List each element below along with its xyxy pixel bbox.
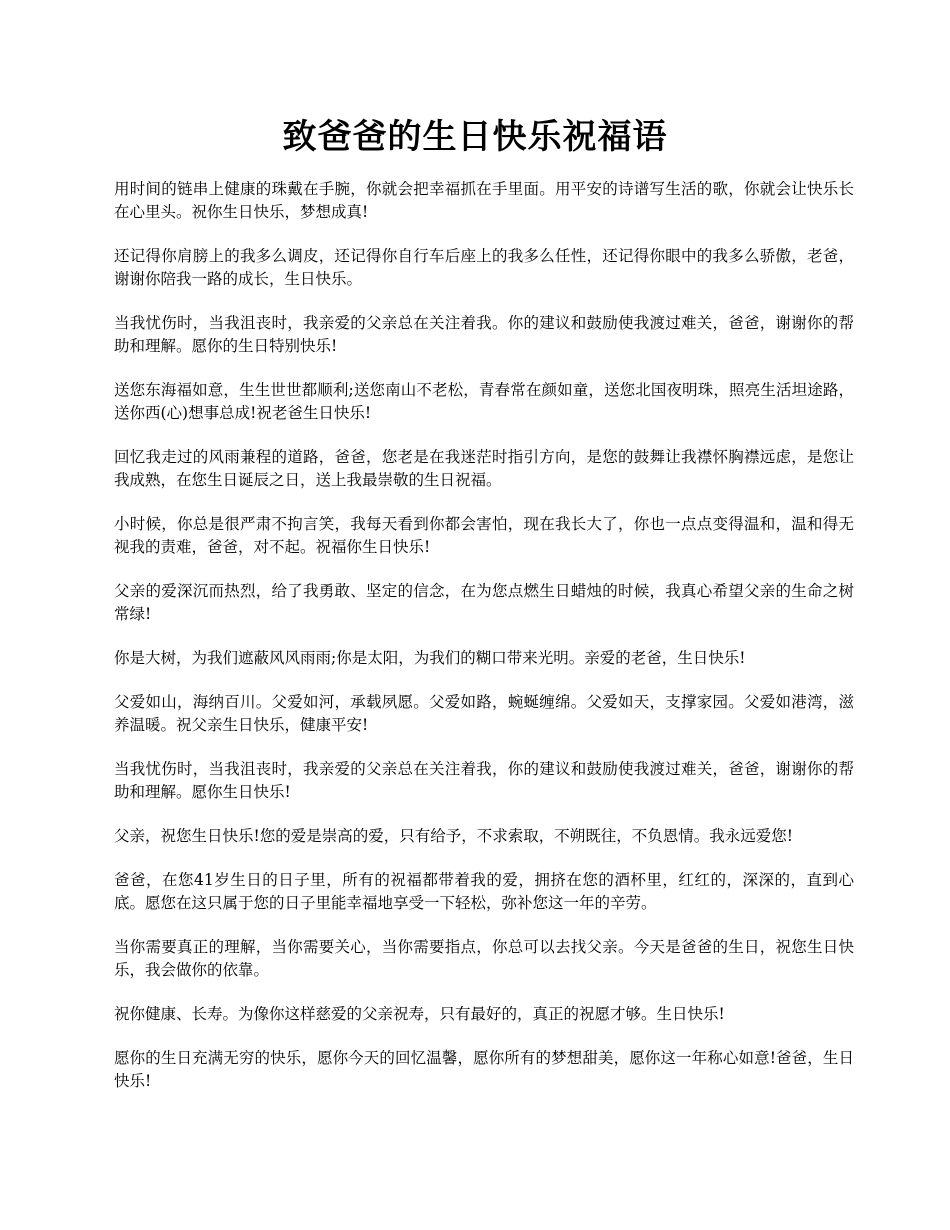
paragraph: 愿你的生日充满无穷的快乐，愿你今天的回忆温馨，愿你所有的梦想甜美，愿你这一年称心如意!爸爸，生日快乐! <box>114 1049 854 1090</box>
document-body <box>114 178 854 1114</box>
paragraph: 回忆我走过的风雨兼程的道路，爸爸，您老是在我迷茫时指引方向，是您的鼓舞让我襟怀胸襟远虑，是您让我成熟，在您生日诞辰之日，送上我最崇敬的生日祝福。 <box>114 448 854 489</box>
paragraph: 小时候，你总是很严肃不拘言笑，我每天看到你都会害怕，现在我长大了，你也一点点变得温和，温和得无视我的责难，爸爸，对不起。祝福你生日快乐! <box>114 515 854 556</box>
page-title: 致爸爸的生日快乐祝福语 <box>282 117 668 157</box>
paragraph: 送您东海福如意，生生世世都顺利;送您南山不老松，青春常在颜如童，送您北国夜明珠，照亮生活坦途路，送你西(心)想事总成!祝老爸生日快乐! <box>114 381 854 422</box>
paragraph: 祝你健康、长寿。为像你这样慈爱的父亲祝寿，只有最好的，真正的祝愿才够。生日快乐! <box>114 1005 725 1023</box>
paragraph: 还记得你肩膀上的我多么调皮，还记得你自行车后座上的我多么任性，还记得你眼中的我多么骄傲，老爸，谢谢你陪我一路的成长，生日快乐。 <box>114 247 854 288</box>
paragraph: 父亲，祝您生日快乐!您的爱是崇高的爱，只有给予，不求索取，不朔既往，不负恩情。我永远爱您! <box>114 827 793 845</box>
paragraph: 父亲的爱深沉而热烈，给了我勇敢、坚定的信念，在为您点燃生日蜡烛的时候，我真心希望父亲的生命之树常绿! <box>114 582 854 623</box>
paragraph: 爸爸，在您41岁生日的日子里，所有的祝福都带着我的爱，拥挤在您的酒杯里，红红的，深深的，直到心底。愿您在这只属于您的日子里能幸福地享受一下轻松，弥补您这一年的辛劳。 <box>114 871 854 912</box>
paragraph: 当我忧伤时，当我沮丧时，我亲爱的父亲总在关注着我，你的建议和鼓励使我渡过难关，爸爸，谢谢你的帮助和理解。愿你生日快乐! <box>114 760 854 801</box>
paragraph: 你是大树，为我们遮蔽风风雨雨;你是太阳，为我们的糊口带来光明。亲爱的老爸，生日快乐! <box>114 649 746 667</box>
paragraph: 当我忧伤时，当我沮丧时，我亲爱的父亲总在关注着我。你的建议和鼓励使我渡过难关，爸爸，谢谢你的帮助和理解。愿你的生日特别快乐! <box>114 314 854 355</box>
paragraph: 用时间的链串上健康的珠戴在手腕，你就会把幸福抓在手里面。用平安的诗谱写生活的歌，你就会让快乐长在心里头。祝你生日快乐，梦想成真! <box>114 180 854 221</box>
paragraph: 父爱如山，海纳百川。父爱如河，承载夙愿。父爱如路，蜿蜒缠绵。父爱如天，支撑家园。父爱如港湾，滋养温暖。祝父亲生日快乐，健康平安! <box>114 693 854 734</box>
paragraph: 当你需要真正的理解，当你需要关心，当你需要指点，你总可以去找父亲。今天是爸爸的生日，祝您生日快乐，我会做你的依靠。 <box>114 938 854 979</box>
